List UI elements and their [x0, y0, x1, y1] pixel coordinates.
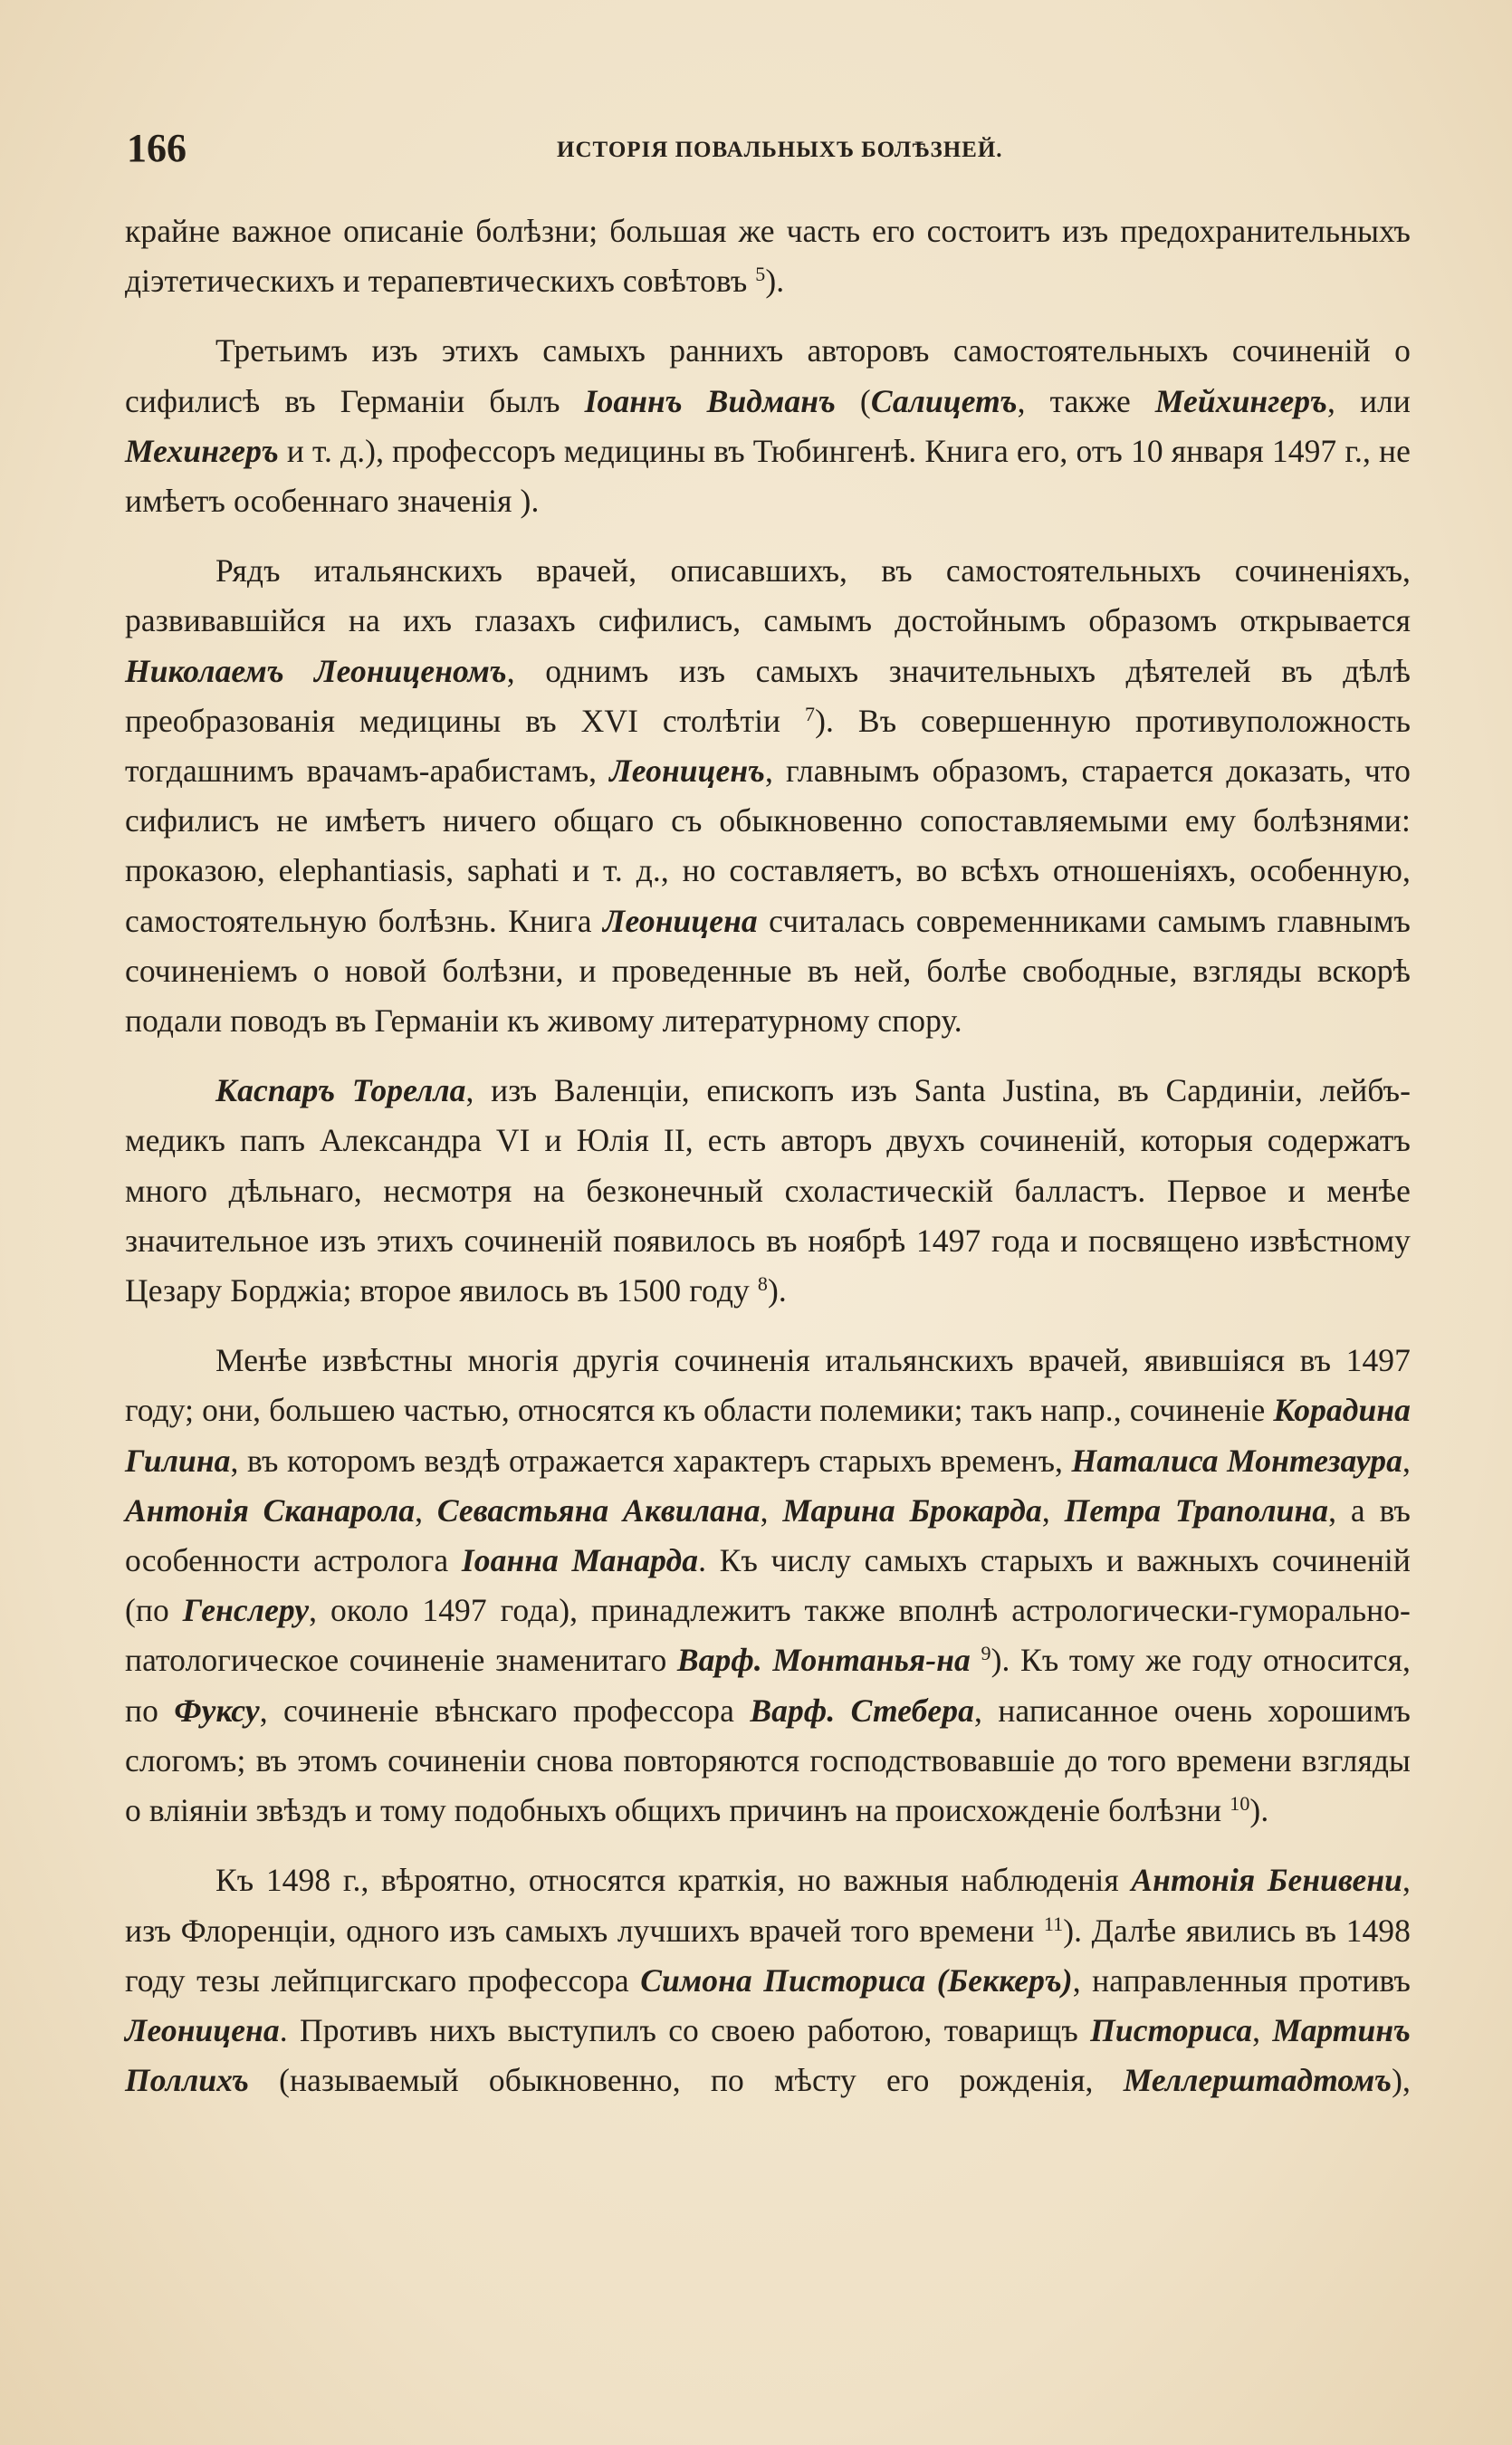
italic-name: Мартинъ Поллихъ [125, 2011, 1411, 2099]
footnote-ref: 11 [1043, 1912, 1064, 1935]
text-run: ). Въ совершенную противуположность тогдашнимъ врачамъ-арабистамъ, [125, 702, 1411, 790]
text-run: , около 1497 года), принадлежитъ также вполнѣ астрологически-гуморально-патологическое сочиненіе знаменитаго [125, 1592, 1411, 1679]
footnote-ref: 7 [805, 702, 816, 725]
italic-name: Салицетъ [870, 382, 1018, 419]
italic-name: Наталиса Монтезаура [1071, 1442, 1403, 1479]
italic-name: Варф. Монтанья-на [676, 1642, 971, 1679]
text-run: (называемый обыкновенно, по мѣсту его рожденія, [248, 2062, 1124, 2099]
paragraph-5 [125, 1336, 1411, 1836]
text-run [971, 1642, 981, 1678]
italic-name: Леониценъ [609, 753, 765, 790]
text-run: , а въ особенности астролога [125, 1491, 1411, 1579]
text-run: ). [765, 263, 785, 300]
text-run: Къ 1498 г., вѣроятно, относятся краткія, но важныя наблюденія [215, 1862, 1132, 1899]
running-head: ИСТОРІЯ ПОВАЛЬНЫХЪ БОЛѢЗНЕЙ. [557, 138, 1003, 162]
footnote-ref: 9 [981, 1642, 991, 1665]
italic-name: Іоаннъ Видманъ [584, 382, 836, 419]
italic-name: Леоницена [603, 902, 758, 939]
text-run: Менѣе извѣстны многія другія сочиненія итальянскихъ врачей, явившіяся въ 1497 году; они, большею частью, относятся къ области полемики; такъ напр., сочиненіе [125, 1342, 1411, 1429]
italic-name: Антонія Бенивени [1131, 1862, 1403, 1899]
text-run: , [1402, 1442, 1411, 1479]
text-run: . Къ числу самыхъ старыхъ и важныхъ сочиненій (по [125, 1542, 1411, 1629]
italic-name: Николаемъ Леониценомъ [125, 652, 507, 689]
paragraph-4 [125, 1066, 1411, 1316]
page-number: 166 [127, 126, 187, 170]
text-run: , [1041, 1491, 1065, 1529]
italic-name: Севастьяна Аквилана [436, 1491, 761, 1529]
italic-name: Варф. Стебера [750, 1692, 974, 1729]
italic-name: Генслеру [182, 1592, 310, 1629]
italic-name: Корадина Гилина [125, 1392, 1411, 1479]
text-run: , написанное очень хорошимъ слогомъ; въ этомъ сочиненіи снова повторяются господствовавшіе до того времени взгляды о вліяніи звѣздъ и тому подобныхъ общихъ причинъ на происхожденіе болѣзни [125, 1692, 1411, 1829]
text-run: Рядъ итальянскихъ врачей, описавшихъ, въ самостоятельныхъ сочиненіяхъ, развивавшійся на ихъ глазахъ сифилисъ, самымъ достойнымъ образомъ открывается [125, 552, 1411, 639]
italic-name: Симона Писториса (Беккеръ) [640, 1961, 1073, 1999]
footnote-ref: 5 [755, 263, 766, 286]
italic-name: Леоницена [125, 2011, 280, 2048]
paragraph-1 [125, 206, 1411, 306]
text-run: , изъ Валенціи, епископъ изъ Santa Justina, въ Сардиніи, лейбъ-медикъ папъ Александра VI и Юлія II, есть авторъ двухъ сочиненій, которыя содержатъ много дѣльнаго, несмотря на безконечный схоластическій балластъ. Первое и менѣе значительное изъ этихъ сочиненій появилось въ ноябрѣ 1497 года и посвящено извѣстному Цезару Борджіа; второе явилось въ 1500 году [125, 1072, 1411, 1309]
text-run: , главнымъ образомъ, старается доказать, что сифилисъ не имѣетъ ничего общаго съ обыкновенно сопоставляемыми ему болѣзнями: проказою, elephantiasis, saphati и т. д., но составляетъ, во всѣхъ отношеніяхъ, особенную, самостоятельную болѣзнь. Книга [125, 753, 1411, 939]
italic-name: Каспаръ Торелла [215, 1072, 466, 1109]
italic-name: Антонія Сканарола [125, 1491, 416, 1529]
text-run: , [415, 1491, 437, 1529]
paragraph-3 [125, 546, 1411, 1046]
text-run: ), [1392, 2062, 1411, 2099]
italic-name: Фуксу [174, 1692, 260, 1729]
text-run: считалась современниками самымъ главнымъ сочиненіемъ о новой болѣзни, и проведенные въ ней, болѣе свободные, взгляды вскорѣ подали поводъ въ Германіи къ живому литературному спору. [125, 902, 1411, 1040]
text-run: ). [1249, 1792, 1269, 1829]
italic-name: Марина Брокарда [782, 1491, 1042, 1529]
footnote-ref: 10 [1230, 1792, 1250, 1816]
text-run: , [1252, 2011, 1273, 2048]
text-run: Третьимъ изъ этихъ самыхъ раннихъ авторовъ самостоятельныхъ сочиненій о сифилисѣ въ Германіи былъ [125, 332, 1411, 419]
text-run: , [760, 1491, 783, 1529]
text-run: ). Далѣе явились въ 1498 году тезы лейпцигскаго профессора [125, 1912, 1411, 1999]
italic-name: Писториса [1090, 2011, 1253, 2048]
italic-name: Іоанна Манарда [461, 1542, 699, 1579]
text-run: и т. д.), профессоръ медицины въ Тюбингенѣ. Книга его, отъ 10 января 1497 г., не имѣетъ особеннаго значенія ). [125, 432, 1411, 520]
text-run: ). [767, 1272, 787, 1309]
text-run: , или [1326, 382, 1411, 419]
text-run: ). Къ тому же году относится, по [125, 1642, 1411, 1729]
text-run: , также [1017, 382, 1155, 419]
italic-name: Меллерштадтомъ [1123, 2062, 1392, 2099]
page-header [127, 125, 1385, 179]
text-run: , однимъ изъ самыхъ значительныхъ дѣятелей въ дѣлѣ преобразованія медицины въ XVI столѣтіи [125, 652, 1411, 739]
italic-name: Мейхингеръ [1154, 382, 1327, 419]
text-run: , направленныя противъ [1072, 1961, 1411, 1999]
text-run: ( [835, 382, 871, 419]
paragraph-2 [125, 326, 1411, 526]
paragraph-6 [125, 1855, 1411, 2105]
text-run: . Противъ нихъ выступилъ со своею работою, товарищъ [279, 2011, 1091, 2048]
italic-name: Петра Траполина [1064, 1491, 1329, 1529]
body-text [125, 206, 1411, 2105]
text-run: крайне важное описаніе болѣзни; большая же часть его состоитъ изъ предохранительныхъ діэтетическихъ и терапевтическихъ совѣтовъ [125, 213, 1411, 300]
text-run: , изъ Флоренціи, одного изъ самыхъ лучшихъ врачей того времени [125, 1862, 1411, 1949]
italic-name: Мехингеръ [125, 432, 279, 469]
text-run: , въ которомъ вездѣ отражается характеръ старыхъ временъ, [230, 1442, 1072, 1479]
footnote-ref: 8 [757, 1272, 768, 1296]
text-run: , сочиненіе вѣнскаго профессора [259, 1692, 751, 1729]
